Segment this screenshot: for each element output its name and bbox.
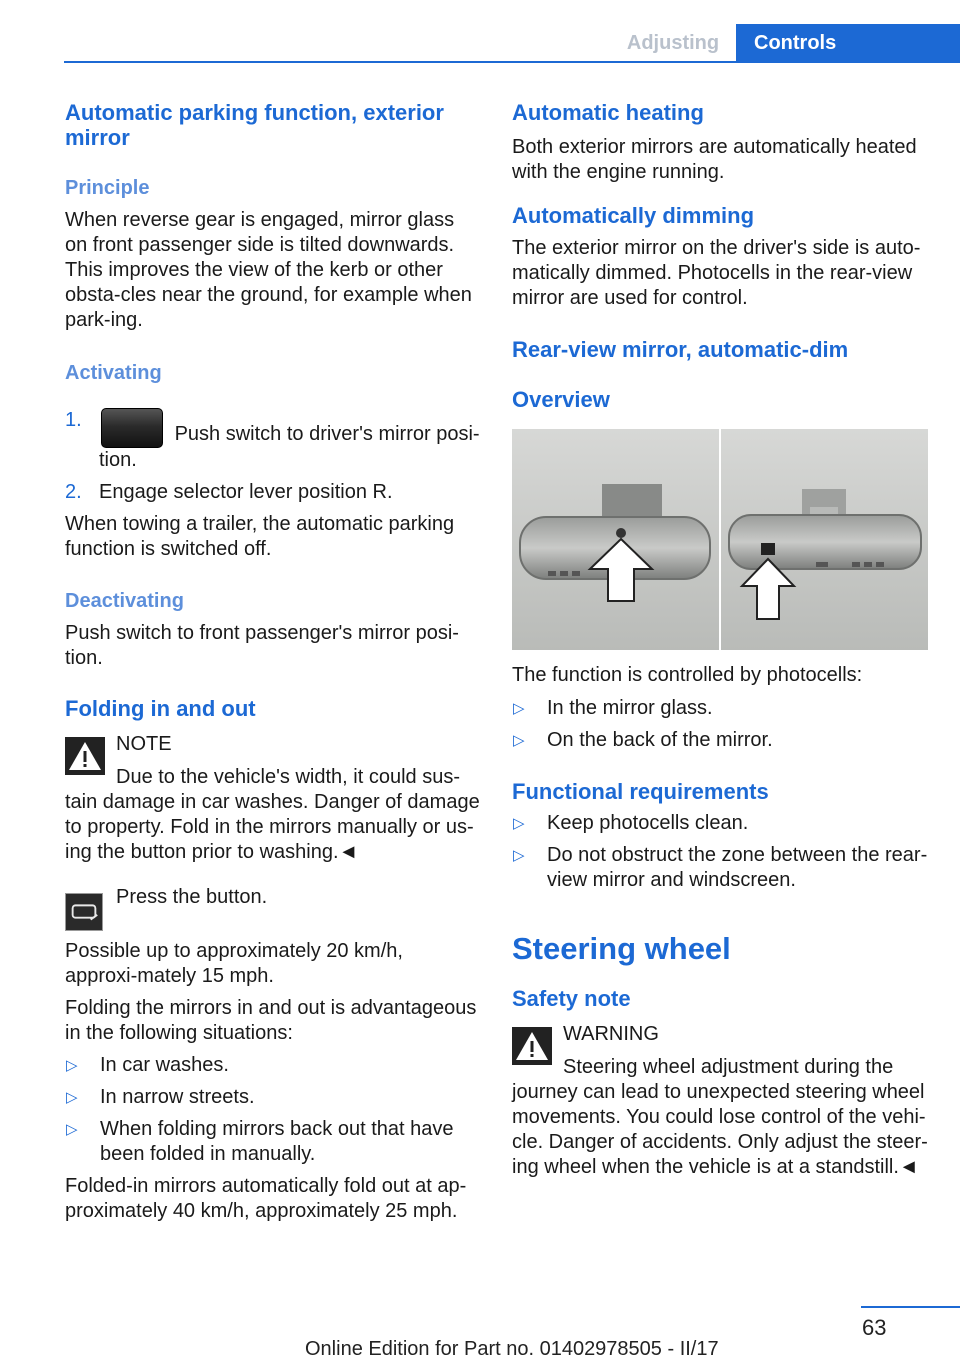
step-text: Push switch to driver's mirror posi-tion. — [99, 423, 480, 471]
photocell-list — [512, 696, 932, 753]
list-item-text: When folding mirrors back out that have been folded in manually. — [100, 1118, 454, 1165]
heading-overview: Overview — [512, 387, 610, 412]
list-item — [512, 696, 932, 721]
list-item — [512, 811, 932, 836]
triangle-bullet-icon: ▷ — [66, 1121, 78, 1138]
heading-folding: Folding in and out — [65, 696, 256, 721]
note-text-first: Due to the vehicle's width, it could sus- — [116, 766, 460, 788]
triangle-bullet-icon: ▷ — [66, 1089, 78, 1106]
note-text-rest: tain damage in car washes. Danger of damage to property. Fold in the mirrors manually or us-ing the button prior to washing.◄ — [65, 791, 480, 863]
possible-text: Possible up to approximately 20 km/h, approxi-mately 15 mph. — [65, 940, 403, 987]
heading-deactivating: Deactivating — [65, 590, 184, 612]
principle-text: When reverse gear is engaged, mirror glass on front passenger side is tilted downwards. This improves the view of the kerb or other obsta-cles near the ground, for example when park-ing. — [65, 209, 472, 331]
warning-label: WARNING — [563, 1023, 659, 1045]
heating-text: Both exterior mirrors are automatically heated with the engine running. — [512, 136, 917, 183]
step-text-wrap — [99, 408, 480, 473]
mirror-illustration — [512, 429, 928, 650]
heading-automatically-dimming: Automatically dimming — [512, 203, 755, 228]
triangle-bullet-icon: ▷ — [513, 815, 525, 832]
list-item-text: Keep photocells clean. — [547, 812, 749, 834]
heading-safety-note: Safety note — [512, 986, 631, 1011]
fold-mirror-button-icon — [65, 893, 103, 931]
step-number: 1. — [65, 409, 82, 431]
footer-rule — [861, 1306, 960, 1308]
warning-icon — [65, 737, 105, 775]
warning-text-first: Steering wheel adjustment during the — [563, 1056, 894, 1078]
tab-adjusting[interactable]: Adjusting — [626, 31, 720, 54]
note-label: NOTE — [116, 733, 172, 755]
warning-block — [512, 1022, 932, 1180]
warning-icon — [512, 1027, 552, 1065]
triangle-bullet-icon: ▷ — [513, 847, 525, 864]
header-rule — [64, 61, 960, 63]
activating-steps — [65, 408, 480, 505]
warning-text-rest: journey can lead to unexpected steering wheel movements. You could lose control of the vehi-cle. Danger of accidents. Only adjust the steer-ing wheel when the vehicle is at a standstill.◄ — [512, 1081, 928, 1178]
list-item-text: In car washes. — [100, 1054, 229, 1076]
foldout-text: Folded-in mirrors automatically fold out at ap-proximately 40 km/h, approximately 25 mph. — [65, 1175, 467, 1222]
page-number: 63 — [862, 1315, 887, 1340]
press-button-block — [65, 885, 480, 929]
requirements-list — [512, 811, 932, 893]
left-column — [65, 100, 480, 1224]
list-item — [65, 1117, 480, 1167]
list-item — [512, 728, 932, 753]
edition-text: Online Edition for Part no. 01402978505 - II/17 — [305, 1338, 719, 1360]
triangle-bullet-icon: ▷ — [66, 1057, 78, 1074]
heading-functional-requirements: Functional requirements — [512, 779, 769, 804]
rearview-mirror-photo — [512, 429, 928, 650]
step-item — [65, 408, 480, 473]
section-title-parking-function: Automatic parking function, exterior mirror — [65, 100, 444, 150]
list-item-text: Do not obstruct the zone between the rear-view mirror and windscreen. — [547, 844, 928, 891]
dimming-text: The exterior mirror on the driver's side is auto-matically dimmed. Photocells in the rear-view mirror are used for control. — [512, 237, 921, 309]
list-item-text: In narrow streets. — [100, 1086, 255, 1108]
towing-text: When towing a trailer, the automatic parking function is switched off. — [65, 513, 455, 560]
advantage-text: Folding the mirrors in and out is advantageous in the following situations: — [65, 997, 477, 1044]
heading-automatic-heating: Automatic heating — [512, 100, 704, 125]
heading-rearview-mirror: Rear-view mirror, automatic-dim — [512, 337, 849, 362]
heading-activating: Activating — [65, 362, 162, 384]
heading-steering-wheel: Steering wheel — [512, 931, 731, 966]
tab-controls[interactable]: Controls — [736, 24, 960, 62]
step-number: 2. — [65, 481, 82, 503]
press-button-text: Press the button. — [116, 886, 268, 908]
photocells-text: The function is controlled by photocells: — [512, 664, 863, 686]
step-item — [65, 480, 480, 505]
list-item-text: In the mirror glass. — [547, 697, 713, 719]
note-block — [65, 732, 480, 865]
list-item — [65, 1053, 480, 1078]
list-item — [65, 1085, 480, 1110]
situations-list — [65, 1053, 480, 1167]
list-item-text: On the back of the mirror. — [547, 729, 773, 751]
right-column — [512, 100, 932, 1180]
list-item — [512, 843, 932, 893]
deactivating-text: Push switch to front passenger's mirror posi-tion. — [65, 622, 459, 669]
step-text: Engage selector lever position R. — [99, 481, 393, 503]
triangle-bullet-icon: ▷ — [513, 700, 525, 717]
triangle-bullet-icon: ▷ — [513, 732, 525, 749]
mirror-switch-icon — [101, 408, 163, 448]
heading-principle: Principle — [65, 177, 150, 199]
